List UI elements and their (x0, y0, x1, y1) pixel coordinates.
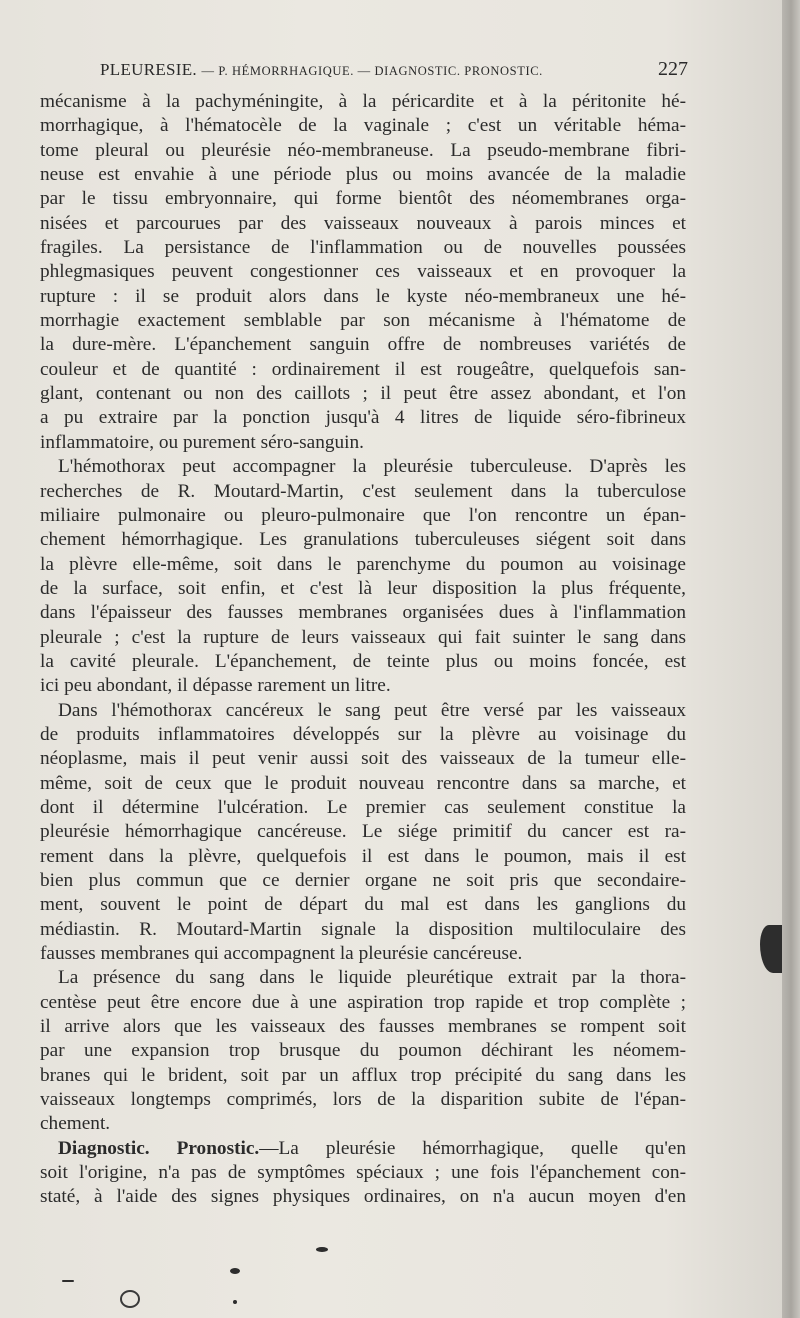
ink-speck (233, 1300, 237, 1304)
text-line: même, soit de ceux que le produit nouveau rencontre dans sa marche, et (40, 772, 686, 794)
text-line: pleurésie hémorrhagique cancéreuse. Le siége primitif du cancer est ra- (40, 821, 686, 843)
text-line: glant, contenant ou non des caillots ; il peut être assez abondant, et l'on (40, 383, 686, 405)
text-line: rupture : il se produit alors dans le kyste néo-membraneux une hé- (40, 285, 686, 307)
section-heading: Diagnostic. Pronostic. (58, 1137, 260, 1159)
text-line: branes qui le brident, soit par un afflux trop précipité du sang dans les (40, 1064, 686, 1086)
ink-blot (760, 925, 782, 973)
page-number: 227 (658, 58, 688, 80)
ink-speck (316, 1247, 328, 1252)
text-line: par le tissu embryonnaire, qui forme bientôt des néomembranes orga- (40, 188, 686, 210)
text-line: miliaire pulmonaire ou pleuro-pulmonaire que l'on rencontre un épan- (40, 504, 686, 526)
text-line: morrhagique, à l'hématocèle de la vaginale ; c'est un véritable héma- (40, 115, 686, 137)
text-line: néoplasme, mais il peut venir aussi soit des vaisseaux de la tumeur elle- (40, 748, 686, 770)
text-line: la dure-mère. L'épanchement sanguin offre de nombreuses variétés de (40, 334, 686, 356)
text-line: L'hémothorax peut accompagner la pleurésie tuberculeuse. D'après les (58, 456, 686, 478)
text-line: vaisseaux longtemps comprimés, lors de la disparition subite de l'épan- (40, 1089, 686, 1111)
ink-speck (230, 1268, 240, 1274)
book-gutter (782, 0, 800, 1318)
text-line: staté, à l'aide des signes physiques ordinaires, on n'a aucun moyen d'en (40, 1186, 686, 1208)
text-line: la cavité pleurale. L'épanchement, de teinte plus ou moins foncée, est (40, 650, 686, 672)
text-line: par une expansion trop brusque du poumon déchirant les néomem- (40, 1040, 686, 1062)
text-line: soit l'origine, n'a pas de symptômes spéciaux ; une fois l'épanchement con- (40, 1162, 686, 1184)
text-line: bien plus commun que ce dernier organe ne soit pris que secondaire- (40, 870, 686, 891)
ink-speck (62, 1280, 74, 1282)
text-line: fausses membranes qui accompagnent la pleurésie cancéreuse. (40, 943, 523, 965)
text-span: La pleurésie hémorrhagique, quelle qu'en (278, 1137, 686, 1159)
section-heading-line (40, 1137, 686, 1161)
text-line: mécanisme à la pachyméningite, à la péricardite et à la péritonite hé- (40, 91, 686, 112)
header-section: — P. HÉMORRHAGIQUE. — DIAGNOSTIC. PRONOSTIC. (201, 64, 543, 78)
text-line: neuse est envahie à une période plus ou moins avancée de la maladie (40, 164, 686, 186)
text-line: phlegmasiques peuvent congestionner ces vaisseaux et en provoquer la (40, 261, 686, 283)
text-line: morrhagie exactement semblable par son mécanisme à l'hématome de (40, 310, 686, 332)
text-line: centèse peut être encore due à une aspiration trop rapide et trop complète ; (40, 991, 686, 1013)
text-line: fragiles. La persistance de l'inflammation ou de nouvelles poussées (40, 237, 686, 259)
text-line: inflammatoire, ou purement séro-sanguin. (40, 431, 364, 453)
ink-speck (120, 1290, 140, 1308)
text-line: La présence du sang dans le liquide pleurétique extrait par la thora- (58, 967, 686, 989)
text-line: ment, souvent le point de départ du mal est dans les ganglions du (40, 894, 686, 916)
text-line: médiastin. R. Moutard-Martin signale la disposition multiloculaire des (40, 918, 686, 940)
text-line: la plèvre elle-même, soit dans le parenchyme du poumon au voisinage (40, 553, 686, 575)
text-line: chement. (40, 1113, 111, 1135)
text-line: couleur et de quantité : ordinairement il est rougeâtre, quelquefois san- (40, 358, 686, 380)
text-line: tome pleural ou pleurésie néo-membraneuse. La pseudo-membrane fibri- (40, 139, 686, 161)
text-line: chement hémorrhagique. Les granulations tuberculeuses siégent soit dans (40, 529, 686, 551)
text-line: rement dans la plèvre, quelquefois il est dans le poumon, mais il est (40, 845, 686, 867)
running-title (100, 60, 543, 80)
text-line: de produits inflammatoires développés sur la plèvre au voisinage du (40, 723, 686, 745)
text-line: ici peu abondant, il dépasse rarement un litre. (40, 675, 391, 697)
text-line: recherches de R. Moutard-Martin, c'est seulement dans la tuberculose (40, 480, 686, 502)
text-line: pleurale ; c'est la rupture de leurs vaisseaux qui fait suinter le sang dans (40, 626, 686, 648)
text-line: Dans l'hémothorax cancéreux le sang peut être versé par les vaisseaux (58, 699, 686, 721)
heading-dash: — (259, 1137, 279, 1159)
text-line: nisées et parcourues par des vaisseaux nouveaux à parois minces et (40, 212, 686, 234)
text-line: dont il détermine l'ulcération. Le premier cas seulement constitue la (40, 796, 686, 818)
text-line: de la surface, soit enfin, et c'est là leur disposition la plus fréquente, (40, 577, 686, 599)
running-header (100, 58, 688, 84)
text-line: a pu extraire par la ponction jusqu'à 4 litres de liquide séro-fibrineux (40, 407, 686, 429)
text-line: dans l'épaisseur des fausses membranes organisées dues à l'inflammation (40, 602, 686, 624)
page-body (40, 90, 686, 1210)
text-line: il arrive alors que les vaisseaux des fausses membranes se rompent soit (40, 1016, 686, 1038)
header-title: PLEURESIE. (100, 60, 197, 79)
